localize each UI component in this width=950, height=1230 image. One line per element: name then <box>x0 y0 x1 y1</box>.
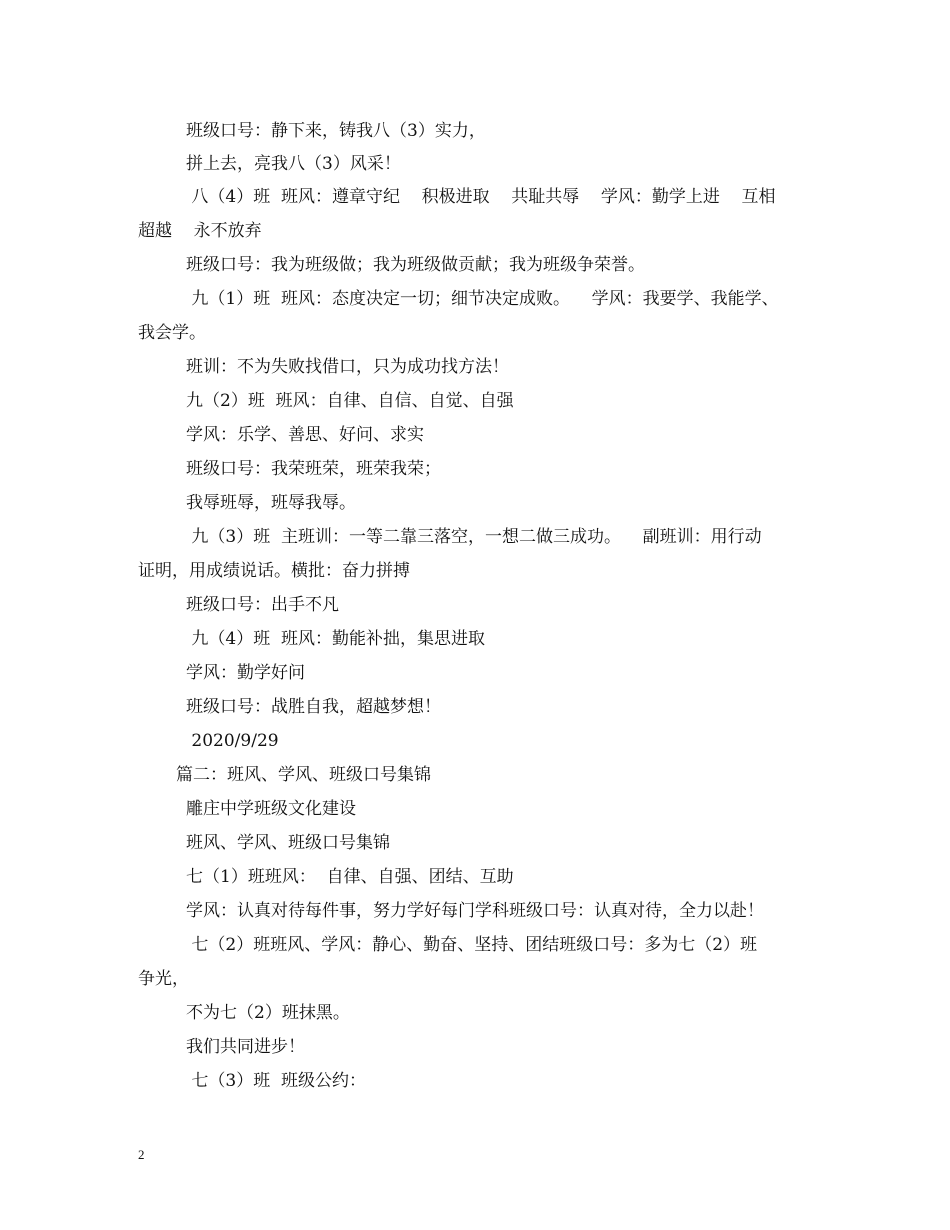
text-line: 九（1）班 班风：态度决定一切；细节决定成败。 学风：我要学、我能学、 <box>186 289 779 309</box>
text-line: 班级口号：静下来，铸我八（3）实力， <box>186 121 486 141</box>
text-line: 班级口号：我为班级做；我为班级做贡献；我为班级争荣誉。 <box>186 255 645 275</box>
text-line: 学风：乐学、善思、好问、求实 <box>186 425 424 445</box>
text-line: 七（2）班班风、学风：静心、勤奋、坚持、团结班级口号：多为七（2）班 <box>186 935 758 955</box>
text-line: 学风：勤学好问 <box>186 663 305 683</box>
text-line: 九（4）班 班风：勤能补拙，集思进取 <box>186 629 486 649</box>
text-line: 班风、学风、班级口号集锦 <box>186 833 390 853</box>
section-heading: 篇二：班风、学风、班级口号集锦 <box>176 765 431 785</box>
text-line: 雕庄中学班级文化建设 <box>186 799 356 819</box>
text-line: 超越 永不放弃 <box>138 221 262 241</box>
text-line: 拼上去，亮我八（3）风采！ <box>186 154 401 174</box>
text-line: 七（3）班 班级公约： <box>186 1071 367 1091</box>
text-line: 九（2）班 班风：自律、自信、自觉、自强 <box>186 391 514 411</box>
text-line: 班级口号：我荣班荣，班荣我荣； <box>186 459 441 479</box>
text-line: 班训：不为失败找借口，只为成功找方法！ <box>186 357 509 377</box>
text-line: 争光， <box>138 969 189 989</box>
page-number: 2 <box>138 1147 145 1162</box>
date-line: 2020/9/29 <box>186 731 279 751</box>
text-line: 班级口号：战胜自我，超越梦想！ <box>186 697 441 717</box>
text-line: 八（4）班 班风：遵章守纪 积极进取 共耻共辱 学风：勤学上进 互相 <box>186 187 776 207</box>
text-line: 我会学。 <box>138 323 206 343</box>
text-line: 七（1）班班风： 自律、自强、团结、互助 <box>186 867 514 887</box>
text-line: 九（3）班 主班训：一等二靠三落空，一想二做三成功。 副班训：用行动 <box>186 527 762 547</box>
text-line: 我辱班辱，班辱我辱。 <box>186 493 356 513</box>
text-line: 我们共同进步！ <box>186 1037 305 1057</box>
text-line: 证明，用成绩说话。横批：奋力拼搏 <box>138 561 410 581</box>
text-line: 不为七（2）班抹黑。 <box>186 1003 350 1023</box>
text-line: 班级口号：出手不凡 <box>186 595 339 615</box>
text-line: 学风：认真对待每件事，努力学好每门学科班级口号：认真对待，全力以赴！ <box>186 901 764 921</box>
